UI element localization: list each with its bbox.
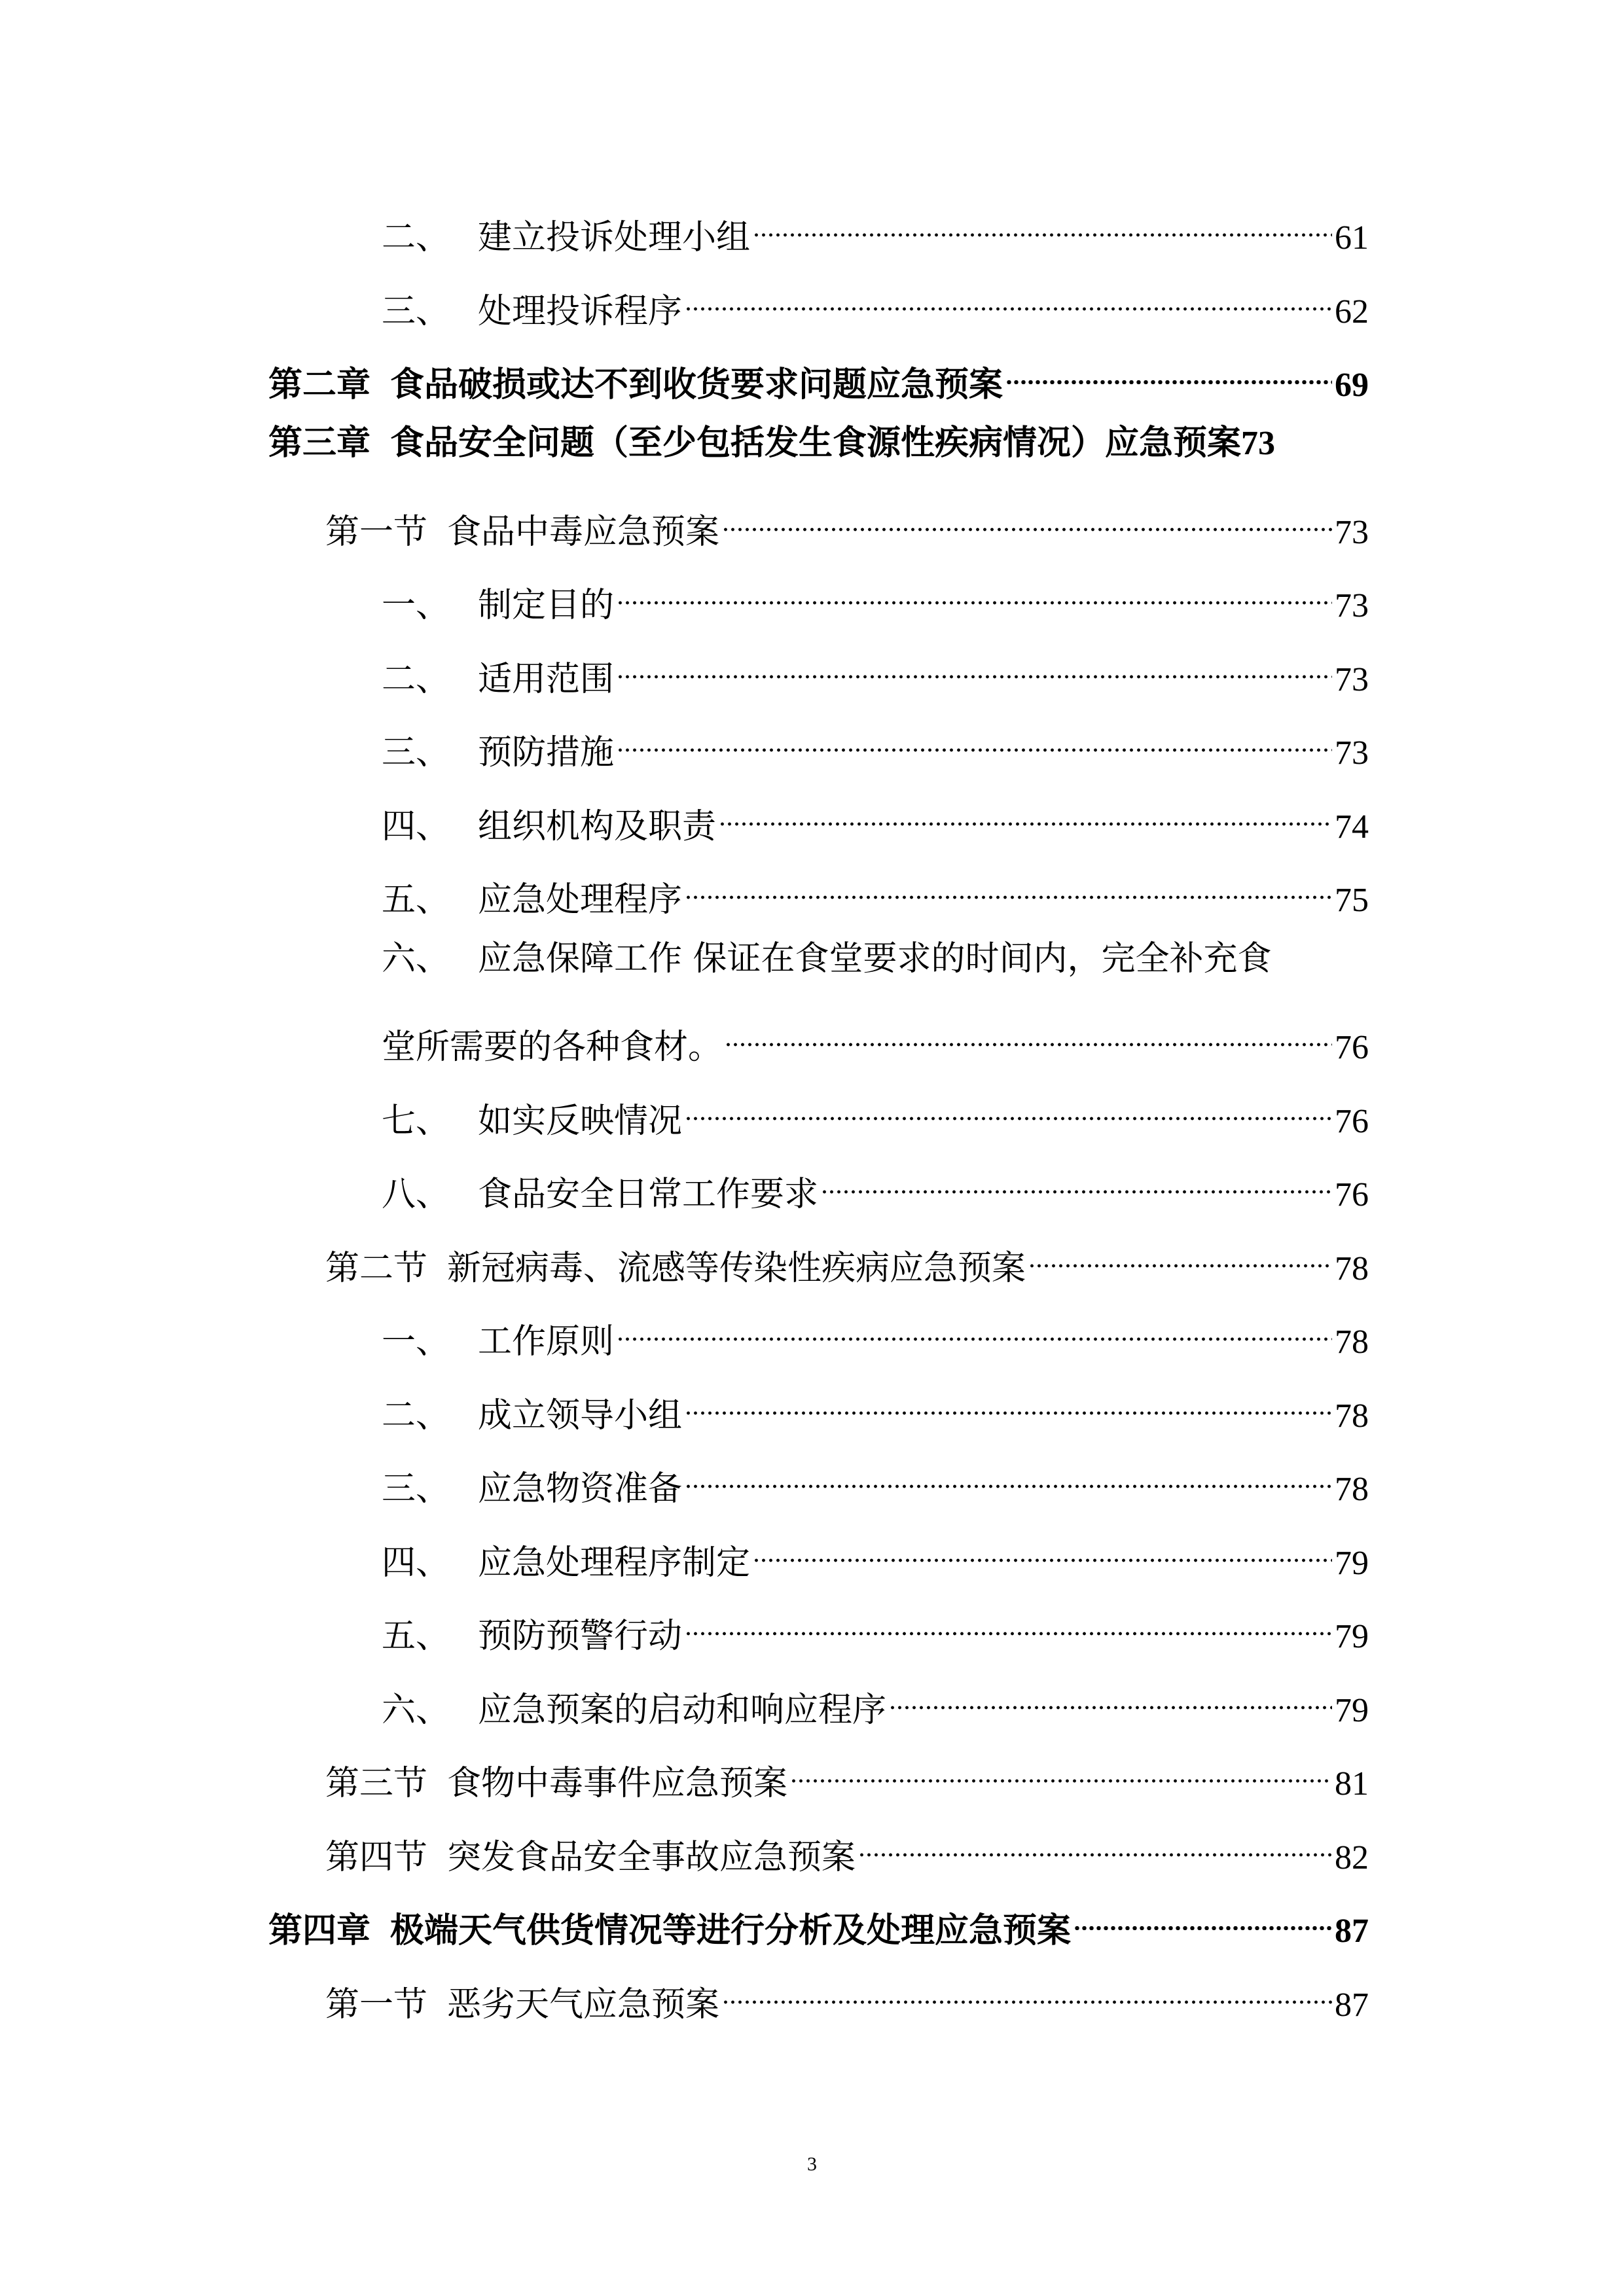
toc-entry-number: 二、	[382, 660, 450, 699]
toc-section-number: 第一节	[325, 512, 428, 552]
toc-entry-title: 成立领导小组	[478, 1396, 683, 1435]
toc-entry-title: 应急处理程序	[478, 880, 683, 920]
toc-section-number: 第一节	[325, 1985, 428, 2024]
toc-entry-title: 应急物资准备	[478, 1469, 683, 1509]
toc-section-page: 87	[1335, 1986, 1369, 2024]
toc-entry-title: 适用范围	[478, 660, 615, 699]
toc-entry-page: 76	[1335, 1029, 1369, 1066]
toc-entry-title: 预防措施	[478, 733, 615, 772]
toc-entry-page: 73	[1335, 661, 1369, 698]
toc-entry-continuation[interactable]	[382, 1006, 1369, 1067]
dot-leader	[617, 1300, 1332, 1353]
toc-entry-page: 76	[1335, 1103, 1369, 1140]
toc-entry[interactable]	[382, 933, 1369, 985]
toc-entry-page: 75	[1335, 882, 1369, 919]
toc-chapter-page: 69	[1335, 367, 1369, 404]
toc-chapter[interactable]	[268, 1890, 1369, 1950]
toc-chapter-number: 第四章	[268, 1910, 371, 1950]
toc-entry-title: 食品安全日常工作要求	[478, 1175, 819, 1214]
dot-leader	[685, 1374, 1332, 1427]
toc-entry-title: 应急预案的启动和响应程序	[478, 1691, 887, 1730]
toc-chapter-page: 87	[1335, 1912, 1369, 1950]
toc-entry-number: 二、	[382, 1396, 450, 1435]
dot-leader	[1005, 344, 1332, 396]
toc-entry-number: 六、	[382, 939, 450, 978]
toc-entry-page: 73	[1335, 734, 1369, 772]
toc-entry[interactable]	[382, 785, 1369, 846]
toc-entry-page: 76	[1335, 1176, 1369, 1213]
dot-leader	[617, 638, 1332, 691]
toc-entry-title: 如实反映情况	[478, 1102, 683, 1141]
toc-entry-number: 三、	[382, 1469, 450, 1509]
toc-entry[interactable]	[382, 1595, 1369, 1656]
toc-entry-number: 二、	[382, 218, 450, 257]
dot-leader	[1074, 1890, 1332, 1942]
toc-chapter-title: 食品破损或达不到收货要求问题应急预案	[390, 365, 1003, 404]
toc-entry-number: 八、	[382, 1175, 450, 1214]
toc-entry-number: 四、	[382, 807, 450, 846]
toc-section-page: 73	[1335, 514, 1369, 551]
toc-entry[interactable]	[382, 1080, 1369, 1141]
toc-entry[interactable]	[382, 859, 1369, 920]
toc-entry[interactable]	[382, 638, 1369, 699]
toc-section[interactable]	[325, 1742, 1369, 1803]
toc-entry-page: 78	[1335, 1323, 1369, 1361]
toc-entry-page: 73	[1335, 587, 1369, 624]
dot-leader	[719, 785, 1332, 838]
toc-entry-number: 四、	[382, 1543, 450, 1583]
toc-entry-page: 61	[1335, 219, 1369, 257]
dot-leader	[722, 491, 1332, 543]
toc-entry[interactable]	[382, 1669, 1369, 1730]
dot-leader	[1028, 1227, 1332, 1280]
dot-leader	[753, 196, 1332, 249]
toc-chapter-title: 食品安全问题（至少包括发生食源性疾病情况）应急预案	[390, 423, 1242, 463]
toc-entry-title: 建立投诉处理小组	[478, 218, 751, 257]
dot-leader	[790, 1742, 1332, 1795]
toc-entry[interactable]	[382, 270, 1369, 331]
dot-leader	[617, 711, 1332, 764]
dot-leader	[821, 1153, 1332, 1206]
toc-entry[interactable]	[382, 1448, 1369, 1509]
toc-section-number: 第三节	[325, 1764, 428, 1803]
toc-section-title: 新冠病毒、流感等传染性疾病应急预案	[447, 1249, 1026, 1288]
toc-entry[interactable]	[382, 1153, 1369, 1214]
dot-leader	[685, 1080, 1332, 1132]
toc-entry-page: 79	[1335, 1545, 1369, 1582]
toc-entry-number: 五、	[382, 880, 450, 920]
dot-leader	[858, 1816, 1332, 1869]
dot-leader	[753, 1522, 1332, 1574]
toc-section-title: 恶劣天气应急预案	[447, 1985, 720, 2024]
toc-chapter-number: 第三章	[268, 423, 371, 463]
toc-section[interactable]	[325, 1816, 1369, 1877]
toc-section-number: 第四节	[325, 1838, 428, 1877]
toc-entry-page: 79	[1335, 1618, 1369, 1655]
toc-entry-title: 应急保障工作 保证在食堂要求的时间内，完全补充食	[478, 939, 1272, 978]
toc-entry-number: 七、	[382, 1102, 450, 1141]
dot-leader	[617, 564, 1332, 617]
toc-entry[interactable]	[382, 1374, 1369, 1435]
toc-entry-page: 74	[1335, 808, 1369, 846]
toc-entry-page: 78	[1335, 1397, 1369, 1435]
toc-entry-number: 五、	[382, 1617, 450, 1656]
toc-section-page: 78	[1335, 1250, 1369, 1287]
toc-entry[interactable]	[382, 711, 1369, 772]
toc-entry[interactable]	[382, 1522, 1369, 1583]
toc-section-title: 突发食品安全事故应急预案	[447, 1838, 856, 1877]
toc-entry[interactable]	[382, 1300, 1369, 1361]
toc-section-title: 食物中毒事件应急预案	[447, 1764, 788, 1803]
toc-entry[interactable]	[382, 564, 1369, 625]
toc-section[interactable]	[325, 1964, 1369, 2024]
dot-leader	[685, 1448, 1332, 1500]
toc-section[interactable]	[325, 1227, 1369, 1288]
toc-entry-number: 一、	[382, 586, 450, 625]
toc-chapter-title: 极端天气供货情况等进行分析及处理应急预案	[390, 1910, 1072, 1950]
toc-chapter-page: 73	[1241, 425, 1276, 462]
dot-leader	[722, 1964, 1332, 2016]
dot-leader	[685, 1595, 1332, 1647]
toc-entry-title: 制定目的	[478, 586, 615, 625]
toc-entry-page: 79	[1335, 1692, 1369, 1729]
toc-entry-title: 堂所需要的各种食材。	[382, 1028, 723, 1067]
toc-section-page: 82	[1335, 1839, 1369, 1876]
dot-leader	[889, 1669, 1332, 1721]
toc-entry-number: 一、	[382, 1322, 450, 1361]
toc-entry-title: 工作原则	[478, 1322, 615, 1361]
toc-section[interactable]	[325, 491, 1369, 552]
toc-entry-number: 六、	[382, 1691, 450, 1730]
toc-section-page: 81	[1335, 1765, 1369, 1803]
toc-entry-number: 三、	[382, 733, 450, 772]
toc-chapter-number: 第二章	[268, 365, 371, 404]
toc-entry[interactable]	[382, 196, 1369, 257]
toc-entry-title: 组织机构及职责	[478, 807, 717, 846]
toc-entry-title: 处理投诉程序	[478, 292, 683, 331]
toc-entry-title: 应急处理程序制定	[478, 1543, 751, 1583]
toc-entry-number: 三、	[382, 292, 450, 331]
toc-entry-title: 预防预警行动	[478, 1617, 683, 1656]
toc-chapter[interactable]	[268, 417, 1369, 469]
toc-section-number: 第二节	[325, 1249, 428, 1288]
toc-section-title: 食品中毒应急预案	[447, 512, 720, 552]
toc-chapter[interactable]	[268, 344, 1369, 404]
dot-leader	[685, 270, 1332, 323]
dot-leader	[685, 859, 1332, 911]
dot-leader	[725, 1006, 1332, 1058]
page-number: 3	[807, 2153, 817, 2175]
toc-entry-page: 78	[1335, 1471, 1369, 1508]
toc-entry-page: 62	[1335, 293, 1369, 331]
